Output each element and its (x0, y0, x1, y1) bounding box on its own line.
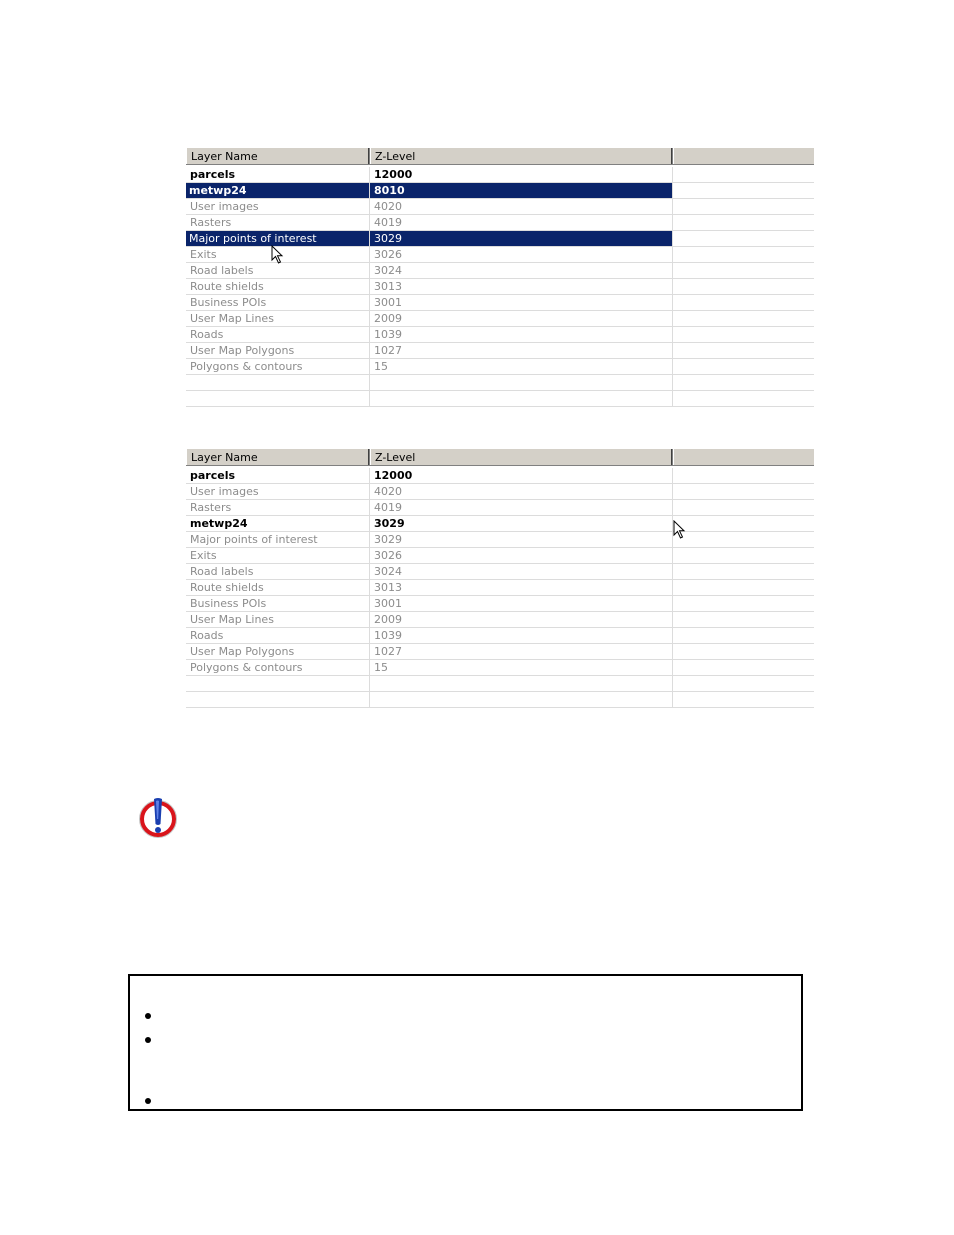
layer-name-cell: Route shields (186, 279, 370, 294)
empty-cell (673, 548, 814, 563)
empty-cell (673, 564, 814, 579)
layer-grid-after[interactable] (186, 448, 814, 708)
table-row[interactable] (186, 468, 814, 484)
empty-cell (673, 343, 814, 358)
z-level-cell: 3001 (370, 295, 673, 310)
z-level-cell: 12000 (370, 468, 673, 483)
z-level-cell (370, 391, 673, 406)
z-level-cell: 4020 (370, 484, 673, 499)
column-header-empty[interactable] (673, 449, 814, 465)
table-row[interactable] (186, 343, 814, 359)
mouse-pointer-icon (271, 245, 285, 265)
layer-name-cell: metwp24 (186, 516, 370, 531)
column-header-layer-name[interactable]: Layer Name (186, 449, 370, 465)
z-level-cell: 3013 (370, 279, 673, 294)
empty-cell (673, 199, 814, 214)
z-level-cell: 1039 (370, 327, 673, 342)
layer-name-cell: Polygons & contours (186, 359, 370, 374)
z-level-cell: 1027 (370, 644, 673, 659)
mouse-pointer-icon (673, 520, 687, 540)
z-level-cell: 4019 (370, 500, 673, 515)
grid-rows (186, 468, 814, 708)
empty-cell (673, 391, 814, 406)
z-level-cell (370, 692, 673, 707)
layer-name-cell: Polygons & contours (186, 660, 370, 675)
table-row[interactable] (186, 311, 814, 327)
layer-name-cell: User Map Lines (186, 311, 370, 326)
layer-name-cell: Rasters (186, 500, 370, 515)
empty-cell (673, 612, 814, 627)
layer-name-cell: parcels (186, 167, 370, 182)
bullet-point (145, 1013, 151, 1019)
table-row[interactable] (186, 359, 814, 375)
column-header-layer-name[interactable]: Layer Name (186, 148, 370, 164)
layer-name-cell: Roads (186, 327, 370, 342)
table-row[interactable] (186, 500, 814, 516)
layer-name-cell: Business POIs (186, 596, 370, 611)
table-row[interactable] (186, 612, 814, 628)
table-row[interactable] (186, 215, 814, 231)
empty-cell (673, 644, 814, 659)
layer-name-cell: User Map Lines (186, 612, 370, 627)
empty-cell (673, 516, 814, 531)
table-row[interactable] (186, 516, 814, 532)
note-box (128, 974, 803, 1111)
empty-cell (673, 660, 814, 675)
empty-cell (673, 468, 814, 483)
table-row[interactable] (186, 279, 814, 295)
z-level-cell: 3013 (370, 580, 673, 595)
table-row[interactable] (186, 484, 814, 500)
table-row[interactable] (186, 660, 814, 676)
grid-header (186, 448, 814, 466)
empty-cell (673, 375, 814, 390)
empty-cell (673, 167, 814, 182)
z-level-cell: 3024 (370, 263, 673, 278)
grid-header (186, 147, 814, 165)
empty-cell (673, 628, 814, 643)
z-level-cell: 3029 (370, 516, 673, 531)
z-level-cell: 1039 (370, 628, 673, 643)
layer-name-cell: Road labels (186, 263, 370, 278)
grid-rows (186, 167, 814, 407)
layer-name-cell: User Map Polygons (186, 343, 370, 358)
layer-name-cell (186, 375, 370, 390)
layer-name-cell: Business POIs (186, 295, 370, 310)
empty-cell (673, 311, 814, 326)
layer-grid-before[interactable] (186, 147, 814, 407)
empty-cell (673, 484, 814, 499)
layer-name-cell: Rasters (186, 215, 370, 230)
table-row[interactable] (186, 692, 814, 708)
bullet-point (145, 1037, 151, 1043)
exclamation-warning-icon (136, 795, 180, 839)
empty-cell (673, 215, 814, 230)
z-level-cell: 15 (370, 359, 673, 374)
z-level-cell: 2009 (370, 311, 673, 326)
layer-name-cell: Roads (186, 628, 370, 643)
z-level-cell: 3029 (370, 532, 673, 547)
table-row[interactable] (186, 580, 814, 596)
z-level-cell: 3029 (370, 231, 673, 246)
column-header-z-level[interactable]: Z-Level (370, 148, 673, 164)
table-row[interactable] (186, 263, 814, 279)
table-row[interactable] (186, 532, 814, 548)
table-row[interactable] (186, 676, 814, 692)
z-level-cell: 3026 (370, 548, 673, 563)
layer-name-cell: Road labels (186, 564, 370, 579)
layer-name-cell (186, 692, 370, 707)
z-level-cell (370, 676, 673, 691)
empty-cell (673, 532, 814, 547)
z-level-cell (370, 375, 673, 390)
empty-cell (673, 327, 814, 342)
table-row[interactable] (186, 295, 814, 311)
empty-cell (673, 263, 814, 278)
table-row[interactable] (186, 628, 814, 644)
empty-cell (673, 279, 814, 294)
table-row[interactable] (186, 183, 814, 199)
z-level-cell: 4019 (370, 215, 673, 230)
table-row[interactable] (186, 548, 814, 564)
z-level-cell: 15 (370, 660, 673, 675)
empty-cell (673, 500, 814, 515)
empty-cell (673, 580, 814, 595)
layer-name-cell: parcels (186, 468, 370, 483)
empty-cell (673, 231, 814, 246)
column-header-empty[interactable] (673, 148, 814, 164)
z-level-cell: 3001 (370, 596, 673, 611)
bullet-point (145, 1098, 151, 1104)
z-level-cell: 8010 (370, 183, 673, 198)
column-header-z-level[interactable]: Z-Level (370, 449, 673, 465)
table-row[interactable] (186, 167, 814, 183)
empty-cell (673, 596, 814, 611)
table-row[interactable] (186, 199, 814, 215)
layer-name-cell: Route shields (186, 580, 370, 595)
layer-name-cell (186, 676, 370, 691)
z-level-cell: 12000 (370, 167, 673, 182)
table-row[interactable] (186, 596, 814, 612)
table-row[interactable] (186, 644, 814, 660)
layer-name-cell: Exits (186, 548, 370, 563)
empty-cell (673, 295, 814, 310)
empty-cell (673, 692, 814, 707)
layer-name-cell: User Map Polygons (186, 644, 370, 659)
z-level-cell: 3024 (370, 564, 673, 579)
z-level-cell: 2009 (370, 612, 673, 627)
empty-cell (673, 676, 814, 691)
layer-name-cell (186, 391, 370, 406)
z-level-cell: 4020 (370, 199, 673, 214)
z-level-cell: 3026 (370, 247, 673, 262)
layer-name-cell: User images (186, 199, 370, 214)
z-level-cell: 1027 (370, 343, 673, 358)
table-row[interactable] (186, 375, 814, 391)
empty-cell (673, 183, 814, 198)
empty-cell (673, 247, 814, 262)
layer-name-cell: metwp24 (186, 183, 370, 198)
layer-name-cell: Major points of interest (186, 231, 370, 246)
table-row[interactable] (186, 327, 814, 343)
empty-cell (673, 359, 814, 374)
layer-name-cell: Major points of interest (186, 532, 370, 547)
table-row[interactable] (186, 391, 814, 407)
layer-name-cell: User images (186, 484, 370, 499)
layer-name-cell: Exits (186, 247, 370, 262)
table-row[interactable] (186, 564, 814, 580)
